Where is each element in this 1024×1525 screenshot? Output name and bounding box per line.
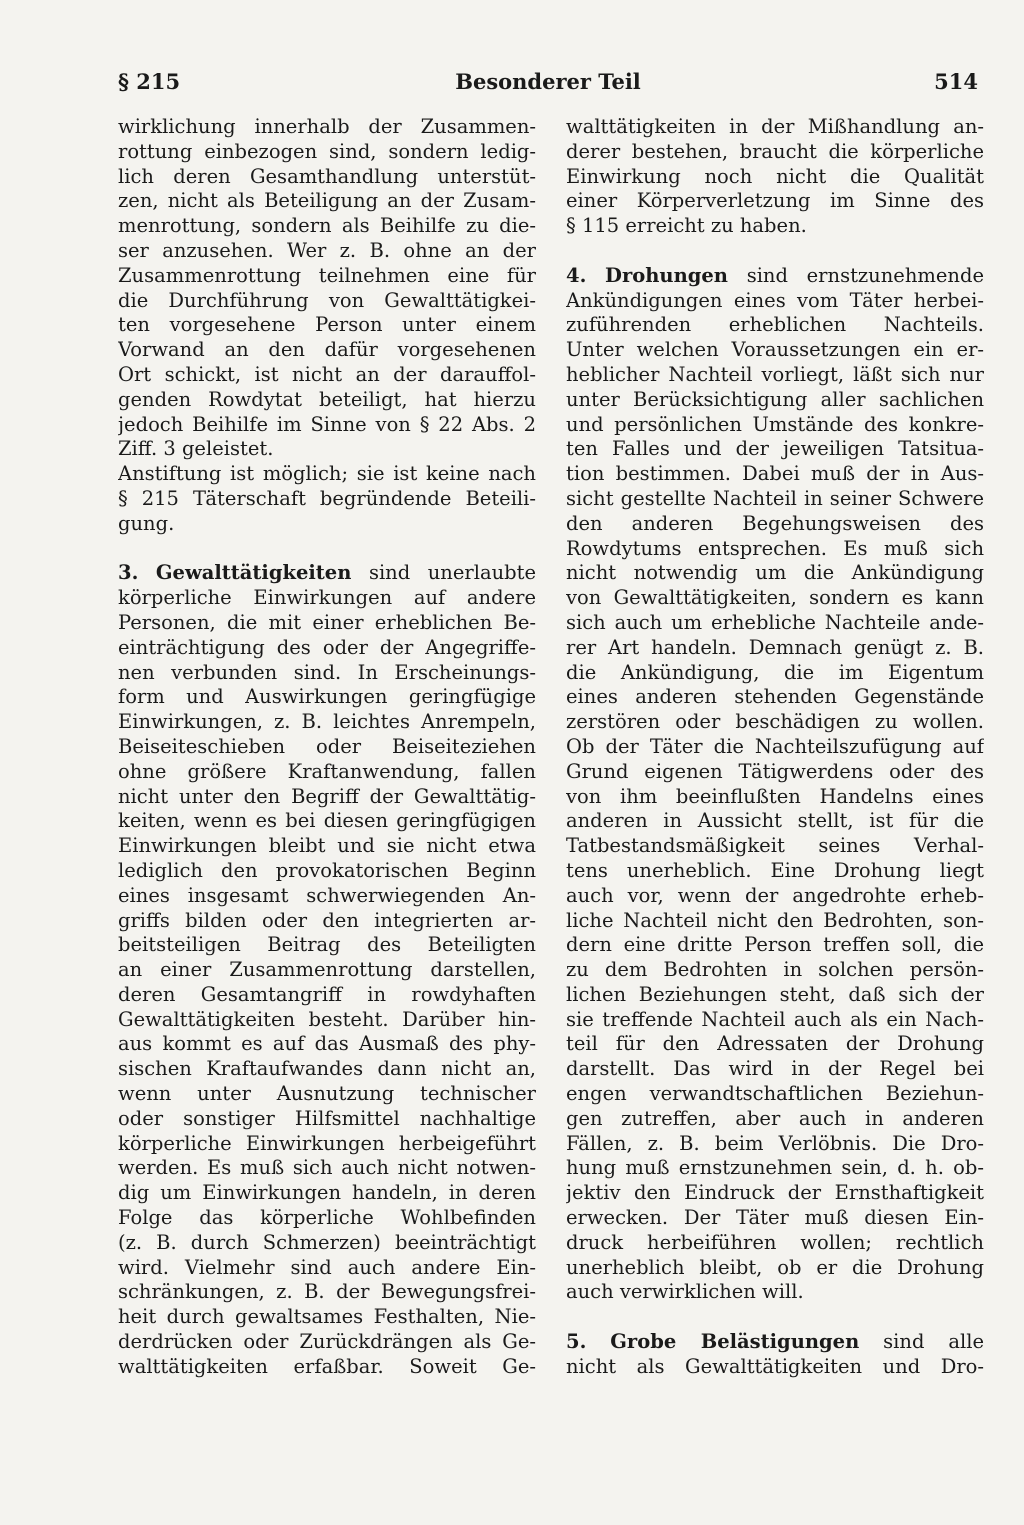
text-line: (z. B. durch Schmerzen) beeinträchtigt	[118, 1230, 536, 1254]
text-line: nicht unter den Begriff der Gewalttätig-	[118, 784, 536, 808]
text-line: dig um Einwirkungen handeln, in deren	[118, 1181, 536, 1205]
text-line: gung.	[118, 511, 175, 535]
section-5-first-line-rest: sind alle	[883, 1330, 984, 1354]
text-line: zuführenden erheblichen Nachteils.	[566, 313, 984, 337]
right-column	[566, 115, 984, 1380]
text-line: Rowdytums entsprechen. Es muß sich	[566, 536, 984, 560]
text-line: lich deren Gesamthandlung unterstüt-	[118, 164, 536, 188]
text-line: aus kommt es auf das Ausmaß des phy-	[118, 1032, 536, 1056]
text-line: unter Berücksichtigung aller sachlichen	[566, 387, 984, 411]
text-line: form und Auswirkungen geringfügige	[118, 685, 536, 709]
text-line: darstellt. Das wird in der Regel bei	[566, 1057, 984, 1081]
text-line: engen verwandtschaftlichen Beziehun-	[566, 1082, 984, 1106]
text-line: körperliche Einwirkungen auf andere	[118, 586, 536, 610]
text-line: heblicher Nachteil vorliegt, läßt sich nur	[566, 362, 984, 386]
text-line: jedoch Beihilfe im Sinne von § 22 Abs. 2	[118, 412, 536, 436]
text-line: unerheblich bleibt, ob er die Drohung	[566, 1255, 984, 1279]
text-line: jektiv den Eindruck der Ernsthaftigkeit	[566, 1181, 984, 1205]
text-line: Ankündigungen eines vom Täter herbei-	[566, 288, 984, 312]
text-line: Ob der Täter die Nachteilszufügung auf	[566, 734, 984, 758]
text-line: eines insgesamt schwerwiegenden An-	[118, 883, 536, 907]
text-line: eines anderen stehenden Gegenstände	[566, 685, 984, 709]
section-4-heading-line	[566, 264, 984, 289]
text-line: Zusammenrottung teilnehmen eine für	[118, 263, 536, 287]
text-line: § 215 Täterschaft begründende Beteili-	[118, 486, 536, 510]
text-line: rottung einbezogen sind, sondern ledig-	[118, 139, 536, 163]
text-line: wenn unter Ausnutzung technischer	[118, 1082, 536, 1106]
text-line: den anderen Begehungsweisen des	[566, 511, 984, 535]
text-line: Einwirkung noch nicht die Qualität	[566, 164, 984, 188]
text-line: die Ankündigung, die im Eigentum	[566, 660, 984, 684]
text-line: Grund eigenen Tätigwerdens oder des	[566, 759, 984, 783]
text-line: derer bestehen, braucht die körperliche	[566, 139, 984, 163]
text-line: ten Falles und der jeweiligen Tatsitua-	[566, 437, 984, 461]
text-line: walttätigkeiten in der Mißhandlung an-	[566, 115, 984, 138]
text-line: anderen in Aussicht stellt, ist für die	[566, 809, 984, 833]
text-line: Anstiftung ist möglich; sie ist keine nach	[118, 462, 536, 486]
text-line: und persönlichen Umstände des konkre-	[566, 412, 984, 436]
text-line: deren Gesamtangriff in rowdyhaften	[118, 982, 536, 1006]
text-line: ser anzusehen. Wer z. B. ohne an der	[118, 238, 536, 262]
text-line: menrottung, sondern als Beihilfe zu die-	[118, 214, 536, 238]
text-line: oder sonstiger Hilfsmittel nachhaltige	[118, 1106, 536, 1130]
text-line: Folge das körperliche Wohlbefinden	[118, 1206, 536, 1230]
text-line: Unter welchen Voraussetzungen ein er-	[566, 338, 984, 362]
section-5-term: Grobe Belästigungen	[610, 1330, 860, 1354]
text-line: Ort schickt, ist nicht an der darauffol-	[118, 362, 536, 386]
text-line: ten vorgesehene Person unter einem	[118, 313, 536, 337]
text-line: beitsteiligen Beitrag des Beteiligten	[118, 933, 536, 957]
text-line: druck herbeiführen wollen; rechtlich	[566, 1230, 984, 1254]
text-line: die Durchführung von Gewalttätigkei-	[118, 288, 536, 312]
text-line: nicht als Gewalttätigkeiten und Dro-	[566, 1354, 984, 1378]
text-line: schränkungen, z. B. der Bewegungsfrei-	[118, 1280, 536, 1304]
text-line: körperliche Einwirkungen herbeigeführt	[118, 1131, 536, 1155]
text-line: lediglich den provokatorischen Beginn	[118, 858, 536, 882]
text-line: Personen, die mit einer erheblichen Be-	[118, 610, 536, 634]
text-line: nicht notwendig um die Ankündigung	[566, 561, 984, 585]
text-line: sischen Kraftaufwandes dann nicht an,	[118, 1057, 536, 1081]
text-line: keiten, wenn es bei diesen geringfügigen	[118, 809, 536, 833]
section-reference: § 215	[118, 69, 181, 94]
text-line: teil für den Adressaten der Drohung	[566, 1032, 984, 1056]
text-line: nen verbunden sind. In Erscheinungs-	[118, 660, 536, 684]
text-line: Einwirkungen, z. B. leichtes Anrempeln,	[118, 710, 536, 734]
text-line: erwecken. Der Täter muß diesen Ein-	[566, 1206, 984, 1230]
text-line: zerstören oder beschädigen zu wollen.	[566, 710, 984, 734]
paragraph-gap	[118, 537, 536, 562]
left-column	[118, 115, 536, 1380]
text-line: von ihm beeinflußten Handelns eines	[566, 784, 984, 808]
text-line: Tatbestandsmäßigkeit seines Verhal-	[566, 834, 984, 858]
paragraph-gap	[566, 1305, 984, 1330]
section-3-first-line-rest: sind unerlaubte	[368, 561, 536, 585]
text-line: walttätigkeiten erfaßbar. Soweit Ge-	[118, 1354, 536, 1378]
section-4-term: Drohungen	[605, 263, 728, 287]
text-line: Beiseiteschieben oder Beiseiteziehen	[118, 734, 536, 758]
text-line: ohne größere Kraftanwendung, fallen	[118, 759, 536, 783]
text-line: genden Rowdytat beteiligt, hat hierzu	[118, 387, 536, 411]
text-line: an einer Zusammenrottung darstellen,	[118, 958, 536, 982]
text-line: einträchtigung des oder der Angegriffe-	[118, 635, 536, 659]
section-3-term: Gewalttätigkeiten	[155, 561, 352, 585]
text-line: derdrücken oder Zurückdrängen als Ge-	[118, 1330, 536, 1354]
text-line: einer Körperverletzung im Sinne des	[566, 189, 984, 213]
text-line: hung muß ernstzunehmen sein, d. h. ob-	[566, 1156, 984, 1180]
text-line: lichen Beziehungen steht, daß sich der	[566, 982, 984, 1006]
text-line: Einwirkungen bleibt und sie nicht etwa	[118, 834, 536, 858]
text-line: Vorwand an den dafür vorgesehenen	[118, 338, 536, 362]
text-line: Ziff. 3 geleistet.	[118, 437, 274, 461]
text-line: auch vor, wenn der angedrohte erheb-	[566, 883, 984, 907]
text-line: dern eine dritte Person treffen soll, die	[566, 933, 984, 957]
section-4-number: 4.	[566, 263, 587, 287]
text-line: wirklichung innerhalb der Zusammen-	[118, 115, 536, 138]
section-3-heading-line	[118, 561, 536, 586]
text-line: sie treffende Nachteil auch als ein Nach-	[566, 1007, 984, 1031]
text-line: auch verwirklichen will.	[566, 1280, 804, 1304]
text-line: rer Art handeln. Demnach genügt z. B.	[566, 635, 984, 659]
text-line: gen zutreffen, aber auch in anderen	[566, 1106, 984, 1130]
text-line: liche Nachteil nicht den Bedrohten, son-	[566, 908, 984, 932]
section-3-number: 3.	[118, 561, 139, 585]
text-line: von Gewalttätigkeiten, sondern es kann	[566, 586, 984, 610]
text-line: tion bestimmen. Dabei muß der in Aus-	[566, 462, 984, 486]
text-line: Fällen, z. B. beim Verlöbnis. Die Dro-	[566, 1131, 984, 1155]
running-title: Besonderer Teil	[455, 69, 641, 94]
text-line: griffs bilden oder den integrierten ar-	[118, 908, 536, 932]
page-number: 514	[934, 69, 978, 94]
section-5-number: 5.	[566, 1330, 587, 1354]
text-line: Gewalttätigkeiten besteht. Darüber hin-	[118, 1007, 536, 1031]
text-line: zu dem Bedrohten in solchen persön-	[566, 958, 984, 982]
text-line: heit durch gewaltsames Festhalten, Nie-	[118, 1305, 536, 1329]
text-line: wird. Vielmehr sind auch andere Ein-	[118, 1255, 536, 1279]
text-line: sicht gestellte Nachteil in seiner Schwere	[566, 486, 984, 510]
section-5-heading-line	[566, 1330, 984, 1355]
section-4-first-line-rest: sind ernstzunehmende	[746, 263, 984, 287]
text-line: § 115 erreicht zu haben.	[566, 214, 807, 238]
page-header	[118, 64, 978, 100]
text-line: tens unerheblich. Eine Drohung liegt	[566, 858, 984, 882]
text-line: werden. Es muß sich auch nicht notwen-	[118, 1156, 536, 1180]
text-line: zen, nicht als Beteiligung an der Zusam-	[118, 189, 536, 213]
paragraph-gap	[566, 239, 984, 264]
text-line: sich auch um erhebliche Nachteile ande-	[566, 610, 984, 634]
